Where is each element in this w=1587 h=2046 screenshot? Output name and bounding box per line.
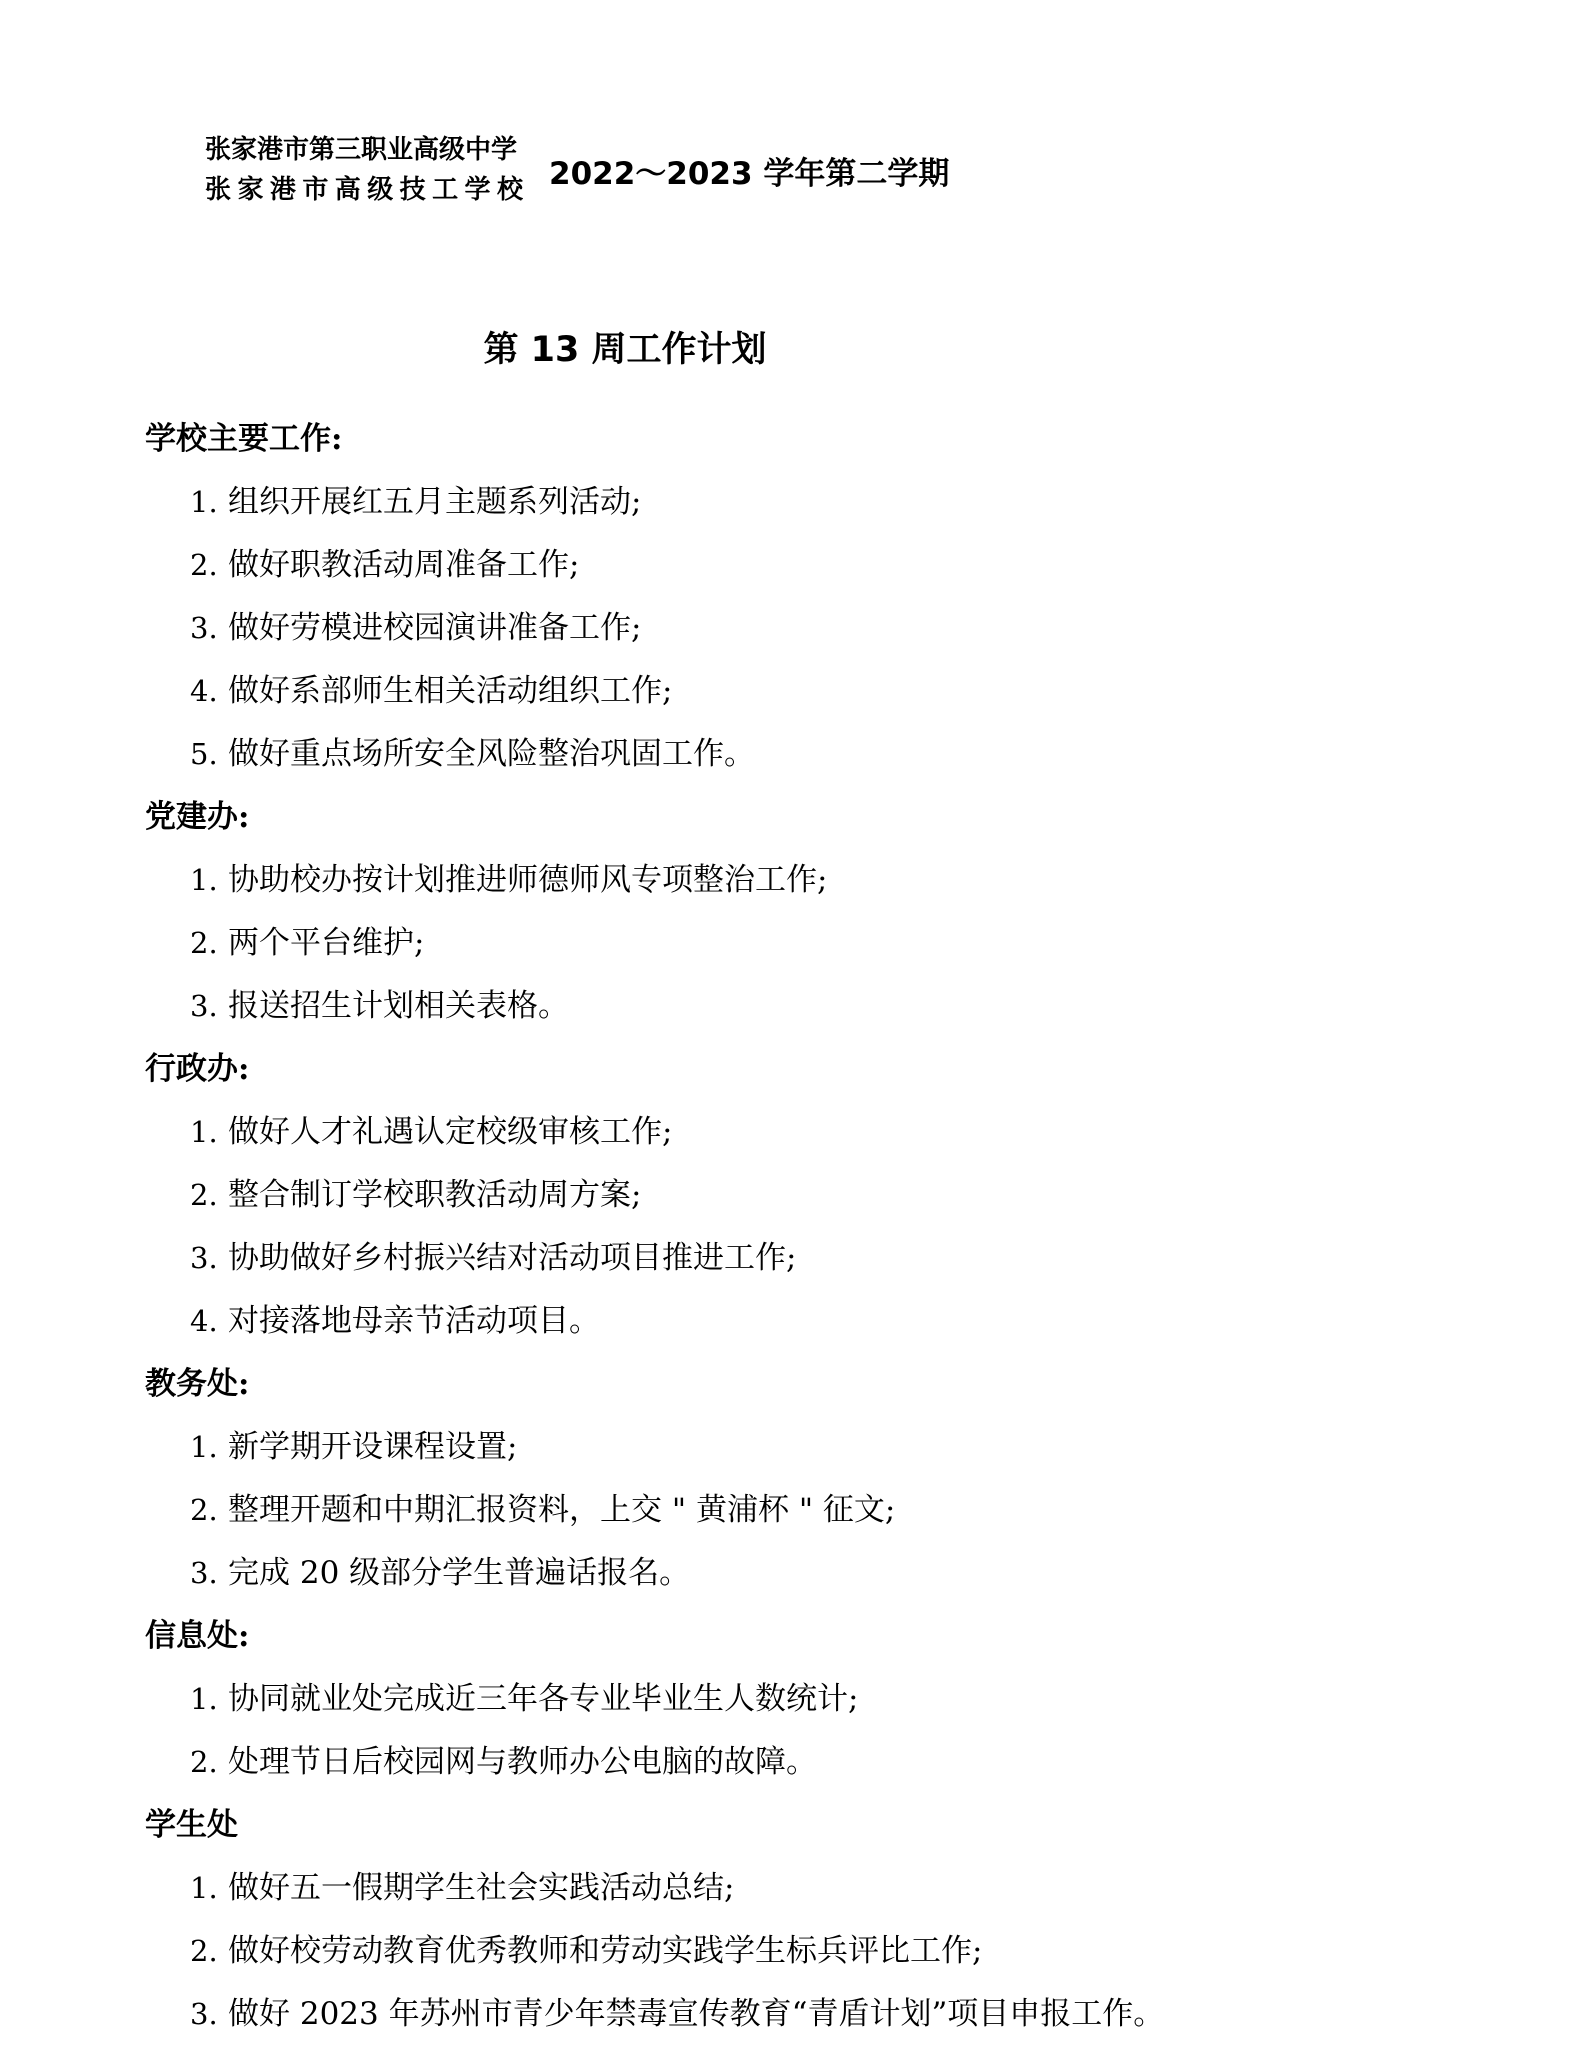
item-text: 做好人才礼遇认定校级审核工作; [228,1114,673,1150]
section-heading-4: 信息处: [145,1618,250,1654]
item-text: 新学期开设课程设置; [228,1429,518,1465]
item-number: 2. [190,1493,218,1527]
item-text: 两个平台维护; [228,925,425,961]
document-title: 第 13 周工作计划 [483,330,767,370]
item-text: 对接落地母亲节活动项目。 [228,1303,600,1339]
item-number: 1. [190,1871,218,1905]
work-item [145,1983,1467,2046]
item-text: 做好校劳动教育优秀教师和劳动实践学生标兵评比工作; [228,1933,983,1969]
work-item [145,1101,1467,1164]
item-text: 做好五一假期学生社会实践活动总结; [228,1870,735,1906]
work-item [145,1731,1467,1794]
item-text: 协同就业处完成近三年各专业毕业生人数统计; [228,1681,859,1717]
item-number: 2. [190,548,218,582]
work-item [145,1164,1467,1227]
work-item [145,1857,1467,1920]
section-heading-3: 教务处: [145,1366,250,1402]
item-text: 报送招生计划相关表格。 [228,988,569,1024]
item-text: 做好系部师生相关活动组织工作; [228,673,673,709]
work-item [145,1920,1467,1983]
item-number: 2. [190,1745,218,1779]
item-number: 3. [190,611,218,645]
item-number: 2. [190,1934,218,1968]
item-text: 组织开展红五月主题系列活动; [228,484,642,520]
work-plan-content [145,408,1467,2046]
work-item [145,471,1467,534]
work-item [145,660,1467,723]
item-number: 3. [190,1997,218,2031]
item-text: 做好重点场所安全风险整治巩固工作。 [228,736,755,772]
item-number: 1. [190,863,218,897]
section-heading-0: 学校主要工作: [145,421,343,457]
item-number: 3. [190,1556,218,1590]
item-number: 2. [190,1178,218,1212]
item-number: 4. [190,674,218,708]
section-heading-5: 学生处 [145,1807,238,1843]
work-item [145,534,1467,597]
item-number: 1. [190,1430,218,1464]
work-item [145,1668,1467,1731]
document-header [205,0,1587,210]
item-text: 做好劳模进校园演讲准备工作; [228,610,642,646]
work-item [145,723,1467,786]
work-item [145,1290,1467,1353]
item-number: 4. [190,1304,218,1338]
work-item [145,1227,1467,1290]
item-text: 整合制订学校职教活动周方案; [228,1177,642,1213]
item-text: 做好职教活动周准备工作; [228,547,580,583]
section-heading-1: 党建办: [145,799,250,835]
title-row [0,328,1250,372]
work-item [145,1542,1467,1605]
work-item [145,912,1467,975]
item-number: 1. [190,485,218,519]
item-number: 5. [190,737,218,771]
item-text: 协助校办按计划推进师德师风专项整治工作; [228,862,828,898]
item-text: 协助做好乡村振兴结对活动项目推进工作; [228,1240,797,1276]
item-number: 2. [190,926,218,960]
item-text: 处理节日后校园网与教师办公电脑的故障。 [228,1744,817,1780]
school-names-block [205,130,523,210]
item-text: 完成 20 级部分学生普遍话报名。 [228,1555,691,1591]
work-item [145,849,1467,912]
item-text: 整理开题和中期汇报资料，上交 " 黄浦杯 " 征文; [228,1492,896,1528]
item-number: 3. [190,1241,218,1275]
work-item [145,1479,1467,1542]
work-item [145,975,1467,1038]
section-heading-2: 行政办: [145,1051,250,1087]
item-text: 做好 2023 年苏州市青少年禁毒宣传教育“青盾计划”项目申报工作。 [228,1996,1165,2032]
work-item [145,1416,1467,1479]
item-number: 1. [190,1682,218,1716]
school-name-line-2: 张家港市高级技工学校 [205,175,523,205]
semester-label: 2022～2023 学年第二学期 [549,155,950,192]
item-number: 1. [190,1115,218,1149]
school-name-line-1: 张家港市第三职业高级中学 [205,135,518,165]
work-item [145,597,1467,660]
item-number: 3. [190,989,218,1023]
